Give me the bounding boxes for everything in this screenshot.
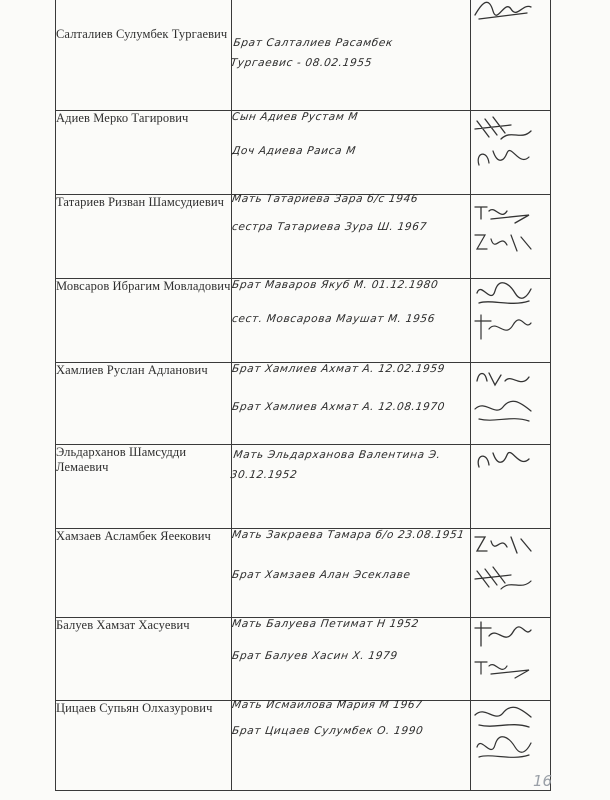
signature-icon [471,395,550,425]
signature-icon [471,701,550,731]
relatives-cell [232,279,471,363]
page-number: 16 [533,772,553,790]
table-row [56,279,551,363]
relative-entry: Брат Балуев Хасин Х. 1979 [231,650,399,662]
signature-icon [471,279,550,309]
table-row [56,445,551,529]
signature-cell [471,279,551,363]
table-row [56,618,551,701]
signature-icon [471,227,550,257]
signature-cell [471,363,551,445]
relative-entry: Брат Салталиев Расамбек Тургаевис - 08.02.1955 [229,37,394,69]
signature-icon [471,143,550,173]
relatives-cell [232,195,471,279]
signature-icon [471,733,550,763]
person-name-cell [56,701,232,791]
person-name-cell [56,0,232,111]
person-name-cell [56,529,232,618]
table-row [56,363,551,445]
relative-entry: Брат Хамзаев Алан Эсеклаве [231,569,412,581]
relative-entry: сест. Мовсарова Маушат М. 1956 [231,313,436,325]
relative-entry: Доч Адиева Раиса М [231,145,357,157]
signature-cell [471,618,551,701]
signature-icon [471,650,550,680]
relative-entry: Сын Адиев Рустам М [231,111,359,123]
person-name: Салталиев Сулумбек Тургаевич [56,27,228,41]
relatives-cell [232,111,471,195]
relative-entry: Мать Балуева Петимат Н 1952 [231,618,420,630]
relatives-cell [232,618,471,701]
person-name: Хамзаев Асламбек Яеекович [56,529,211,543]
signature-cell [471,195,551,279]
signature-icon [471,529,550,559]
relative-entry: сестра Татариева Зура Ш. 1967 [231,221,428,233]
signature-cell [471,0,551,111]
signature-icon [471,311,550,341]
signature-icon [471,0,550,23]
relative-entry: Мать Татариева Зара б/с 1946 [231,193,420,205]
person-name-cell [56,618,232,701]
person-name: Мовсаров Ибрагим Мовладович [56,279,231,293]
person-name: Хамлиев Руслан Адланович [56,363,208,377]
table-row [56,701,551,791]
relatives-cell [232,363,471,445]
records-table [55,0,551,791]
signature-cell [471,445,551,529]
person-name-cell [56,363,232,445]
relative-entry: Брат Хамлиев Ахмат А. 12.02.1959 [231,363,446,375]
table-row [56,0,551,111]
person-name: Балуев Хамзат Хасуевич [56,618,190,632]
person-name-cell [56,279,232,363]
person-name: Эльдарханов Шамсудди Лемаевич [56,445,187,474]
signature-cell [471,529,551,618]
relatives-cell [232,701,471,791]
person-name-cell [56,445,232,529]
table-row [56,111,551,195]
signature-icon [471,195,550,225]
table-row [56,195,551,279]
person-name: Адиев Мерко Тагирович [56,111,189,125]
person-name: Татариев Ризван Шамсудиевич [56,195,224,209]
relatives-cell [232,529,471,618]
relatives-cell [229,0,471,111]
signature-icon [471,445,550,475]
person-name-cell [56,111,232,195]
table-row [56,529,551,618]
relative-entry: Брат Маваров Якуб М. 01.12.1980 [231,279,440,291]
person-name: Цицаев Супьян Олхазурович [56,701,213,715]
relative-entry: Мать Исмаилова Мария М 1967 [231,699,424,711]
relative-entry: Мать Закраева Тамара б/о 23.08.1951 [231,529,466,541]
signature-icon [471,363,550,393]
signature-icon [471,111,550,141]
signature-icon [471,618,550,648]
person-name-cell [56,195,232,279]
relative-entry: Брат Хамлиев Ахмат А. 12.08.1970 [231,401,446,413]
relative-entry: Брат Цицаев Сулумбек О. 1990 [231,725,425,737]
relative-entry: Мать Эльдарханова Валентина Э. 30.12.1952 [229,449,442,481]
relatives-cell [229,445,471,529]
signature-icon [471,561,550,591]
signature-cell [471,111,551,195]
